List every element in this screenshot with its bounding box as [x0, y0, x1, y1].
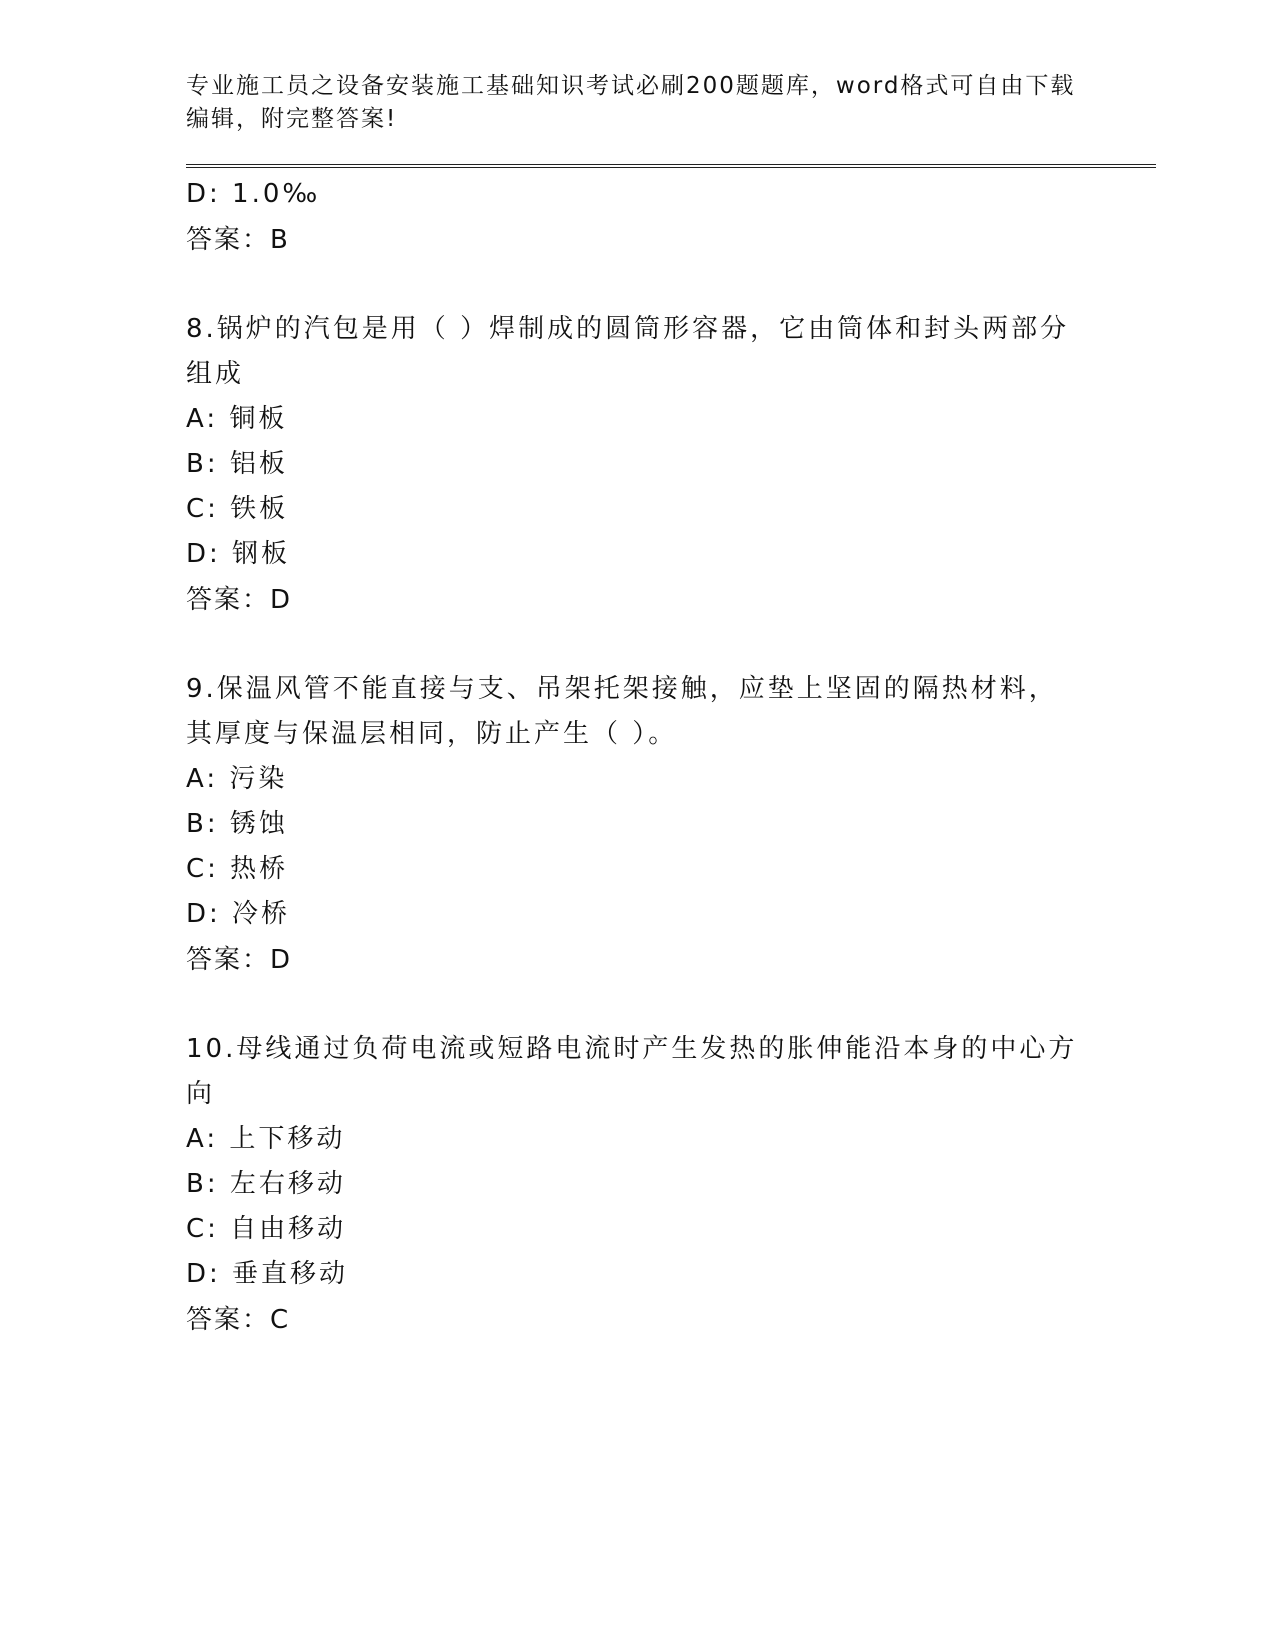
option-c: C: 自由移动	[186, 1214, 347, 1244]
option-c: C: 铁板	[186, 494, 289, 524]
answer: 答案：D	[186, 945, 293, 975]
question-stem: 向	[186, 1079, 216, 1109]
option-d: D: 垂直移动	[186, 1259, 349, 1289]
option-d-continued: D: 1.0‰	[186, 179, 321, 209]
option-b: B: 锈蚀	[186, 809, 288, 839]
question-stem: 10.母线通过负荷电流或短路电流时产生发热的胀伸能沿本身的中心方	[186, 1034, 1078, 1064]
document-header-line-1: 专业施工员之设备安装施工基础知识考试必刷200题题库，word格式可自由下载	[186, 73, 1076, 99]
header-divider	[186, 164, 1156, 168]
option-a: A: 上下移动	[186, 1124, 346, 1154]
question-stem: 9.保温风管不能直接与支、吊架托架接触，应垫上坚固的隔热材料，	[186, 674, 1058, 704]
document-header-line-2: 编辑，附完整答案!	[186, 106, 398, 132]
spacer	[186, 983, 1156, 1027]
question-10	[186, 1027, 1156, 1343]
spacer	[186, 623, 1156, 667]
document-page	[186, 70, 1156, 1343]
question-9	[186, 667, 1156, 983]
option-a: A: 铜板	[186, 404, 288, 434]
option-b: B: 铝板	[186, 449, 288, 479]
question-stem: 8.锅炉的汽包是用（ ）焊制成的圆筒形容器，它由筒体和封头两部分	[186, 314, 1070, 344]
option-c: C: 热桥	[186, 854, 289, 884]
answer-continued: 答案：B	[186, 225, 290, 255]
spacer	[186, 263, 1156, 307]
answer: 答案：D	[186, 585, 293, 615]
option-a: A: 污染	[186, 764, 288, 794]
question-8	[186, 307, 1156, 623]
option-d: D: 钢板	[186, 539, 291, 569]
question-stem: 组成	[186, 359, 245, 389]
answer: 答案：C	[186, 1305, 291, 1335]
option-d: D: 冷桥	[186, 899, 291, 929]
question-stem: 其厚度与保温层相同，防止产生（ ）。	[186, 719, 678, 749]
option-b: B: 左右移动	[186, 1169, 346, 1199]
